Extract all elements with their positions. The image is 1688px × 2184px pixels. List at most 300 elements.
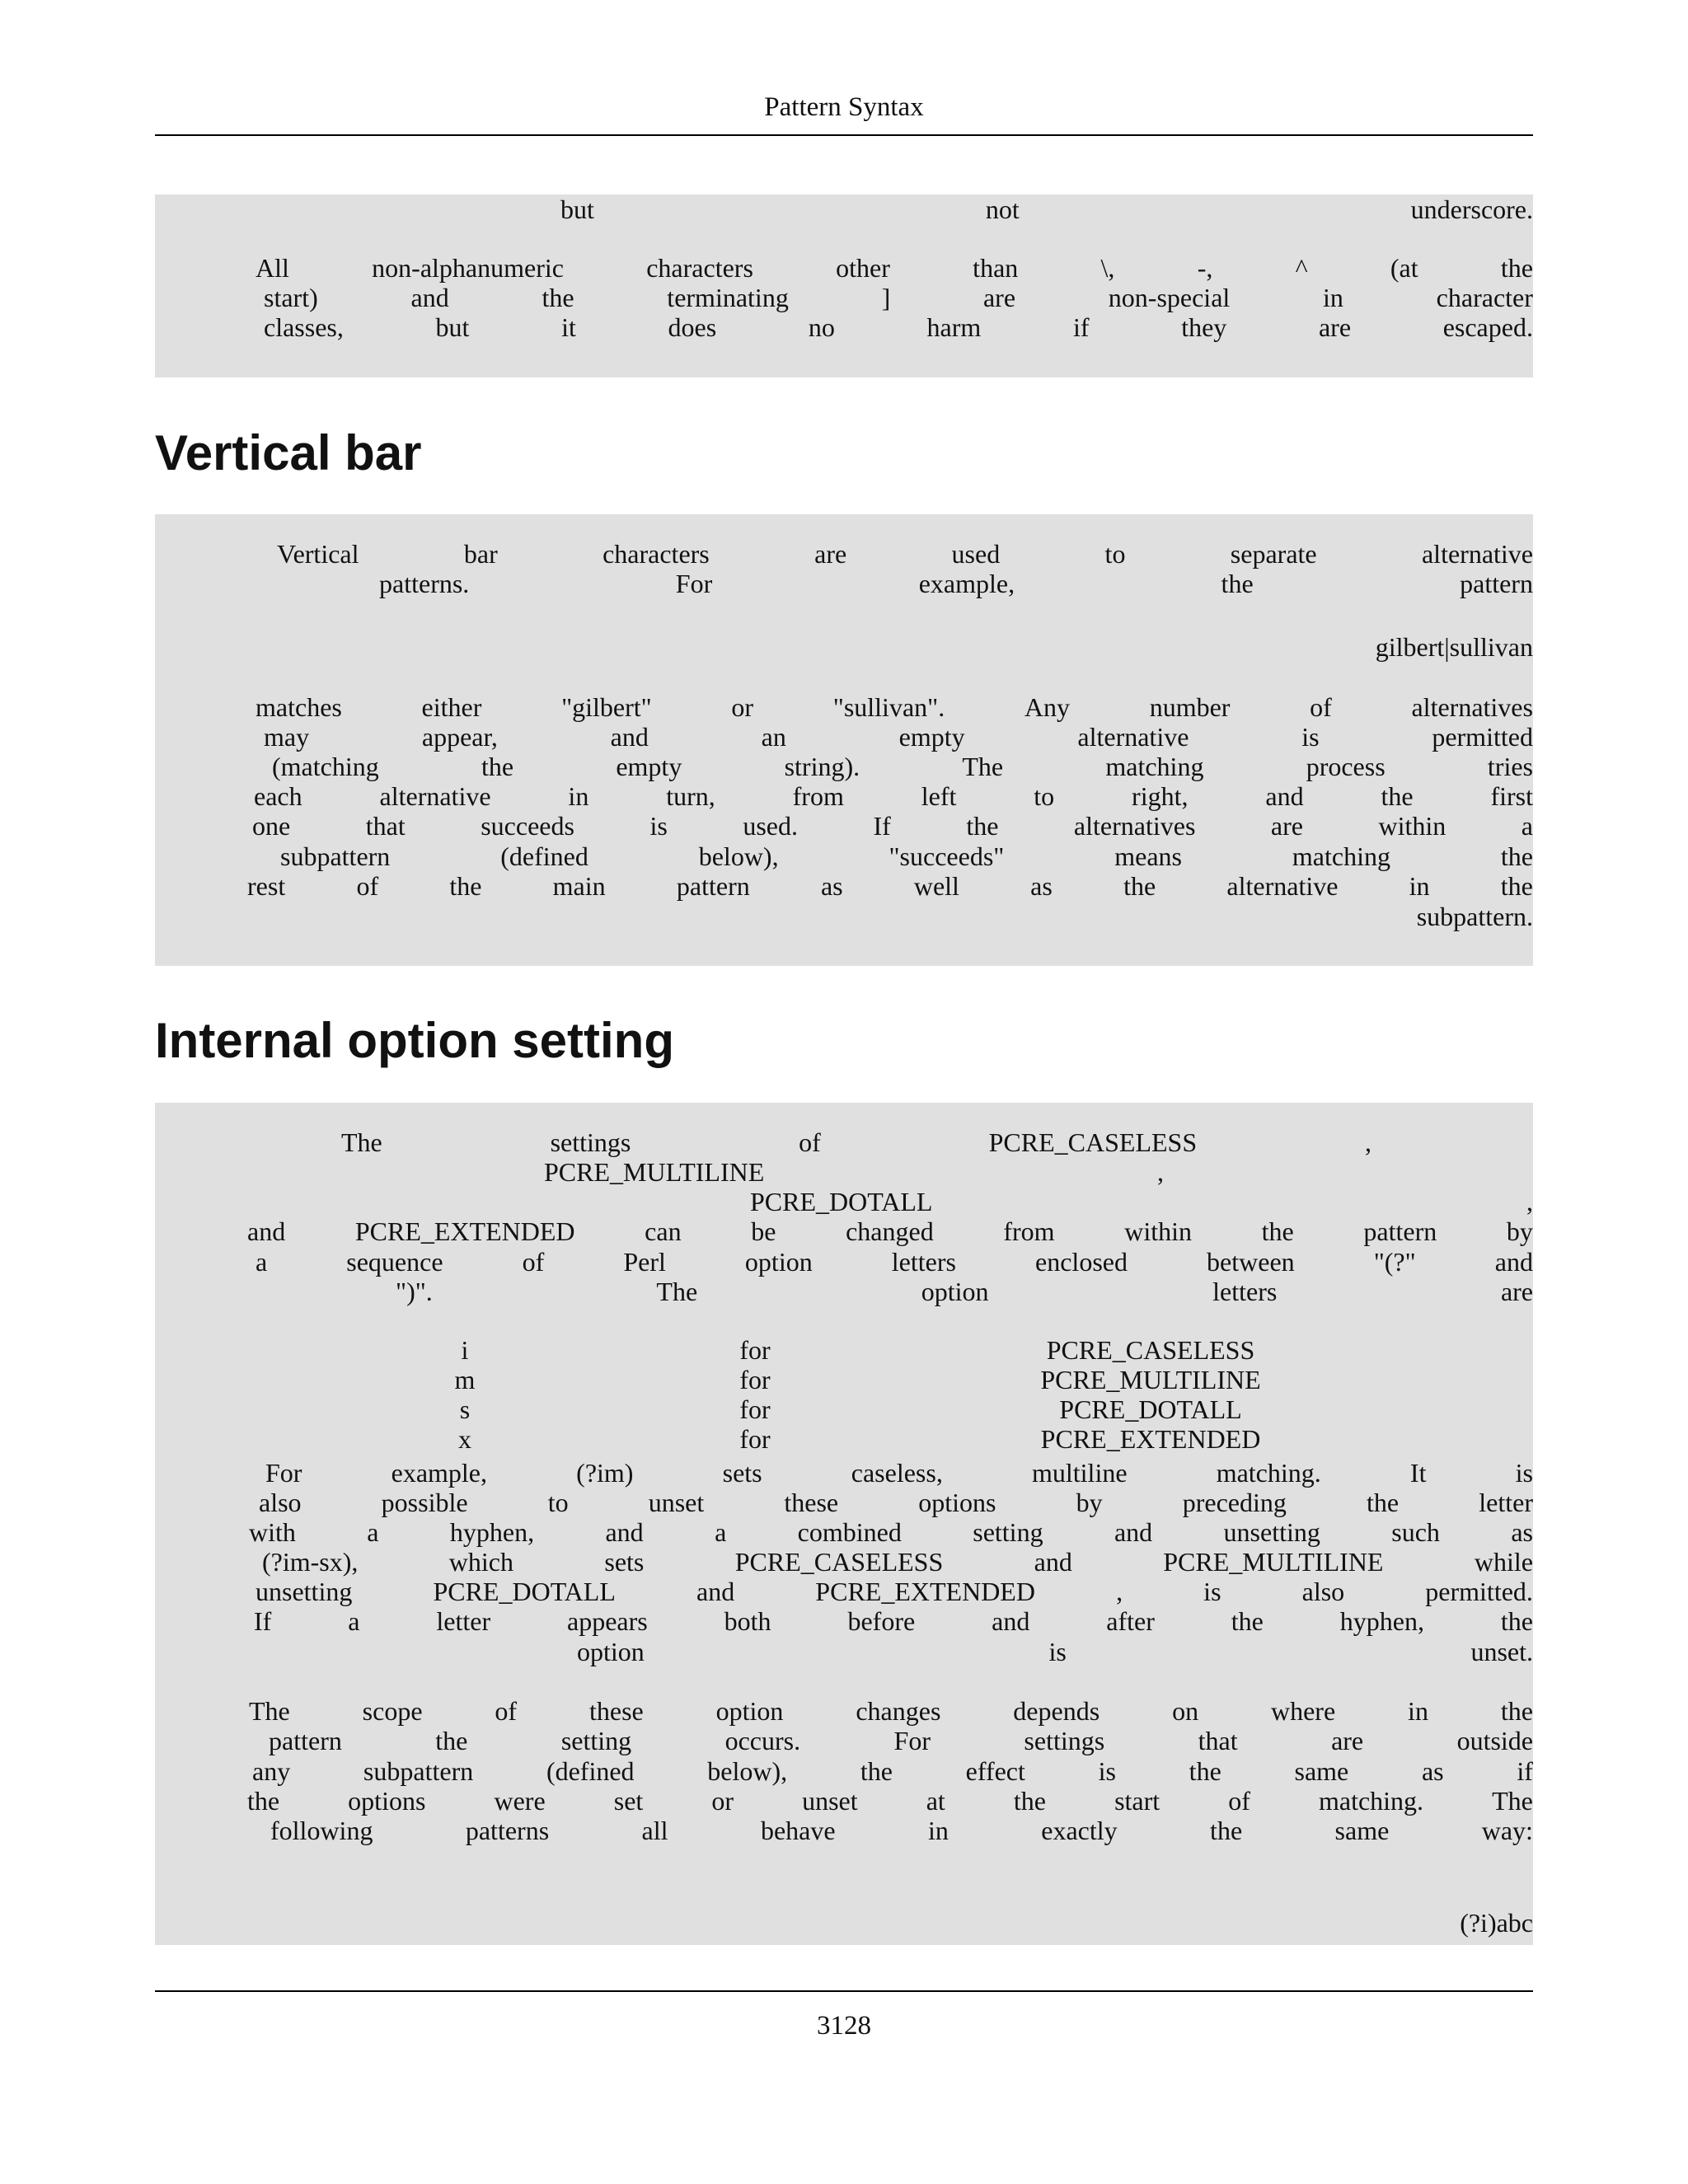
word: is [1048, 1637, 1067, 1666]
word: before [847, 1606, 916, 1636]
word: It [1409, 1458, 1427, 1488]
word: as [1030, 871, 1053, 901]
page-header: Pattern Syntax [764, 92, 924, 122]
word: turn, [666, 781, 715, 811]
text-box [155, 514, 1533, 966]
word: non-alphanumeric [372, 253, 564, 283]
word: matches [256, 692, 342, 722]
word: means [1114, 841, 1182, 871]
word: effect [965, 1756, 1025, 1786]
word: also [1301, 1577, 1345, 1606]
word: but [560, 194, 594, 224]
word: the [1261, 1216, 1294, 1246]
word: the [481, 752, 514, 781]
word: (?im-sx), [262, 1547, 359, 1577]
word: a [715, 1517, 727, 1547]
word: If [254, 1606, 272, 1636]
option-name: PCRE_MULTILINE [1040, 1365, 1261, 1394]
word: empty [616, 752, 682, 781]
word: pattern [269, 1726, 342, 1755]
word: letter [1479, 1488, 1533, 1517]
word: PCRE_MULTILINE [544, 1157, 765, 1187]
word: are [1318, 312, 1352, 342]
word: process [1306, 752, 1386, 781]
word: If [873, 811, 891, 841]
word: enclosed [1035, 1247, 1128, 1277]
text-line [379, 569, 1533, 599]
word: same [1334, 1816, 1390, 1845]
word: a [367, 1517, 379, 1547]
word: that [1198, 1726, 1238, 1755]
word: with [249, 1517, 296, 1547]
text-line [256, 1247, 1533, 1277]
text-line [750, 1187, 1533, 1217]
word: (defined [546, 1756, 635, 1786]
word: ")". [396, 1277, 433, 1306]
word: both [724, 1606, 771, 1636]
word: , [1116, 1577, 1123, 1606]
word: multiline [1031, 1458, 1128, 1488]
word: in [1323, 283, 1343, 312]
word: hyphen, [1339, 1606, 1424, 1636]
word: of [1228, 1786, 1250, 1816]
word: number [1149, 692, 1231, 722]
text-line [249, 1517, 1533, 1548]
word: can [645, 1216, 682, 1246]
word: they [1181, 312, 1227, 342]
word: pattern [1363, 1216, 1437, 1246]
word: "gilbert" [561, 692, 652, 722]
word: \, [1100, 253, 1115, 283]
word: patterns. [379, 569, 470, 598]
word: succeeds [481, 811, 574, 841]
word: the [1500, 871, 1533, 901]
word: below), [707, 1756, 788, 1786]
word: All [256, 253, 289, 283]
word: pattern [676, 871, 750, 901]
word: options [348, 1786, 426, 1816]
word: settings [550, 1127, 631, 1157]
word: is [1301, 722, 1320, 752]
word: harm [926, 312, 982, 342]
word: Perl [623, 1247, 666, 1277]
word: as [820, 871, 843, 901]
word: letter [436, 1606, 491, 1636]
word: the [1367, 1488, 1400, 1517]
word: patterns [465, 1816, 550, 1845]
word: the [1013, 1786, 1046, 1816]
word: are [1331, 1726, 1364, 1755]
text-line [247, 1216, 1533, 1247]
word: any [252, 1756, 291, 1786]
word: , [1157, 1157, 1164, 1187]
word: set [613, 1786, 644, 1816]
word: hyphen, [449, 1517, 535, 1547]
word: within [1124, 1216, 1192, 1246]
word: left [921, 781, 957, 811]
text-line [270, 1816, 1533, 1846]
word: permitted. [1425, 1577, 1533, 1606]
word: the [860, 1756, 893, 1786]
word: For [675, 569, 713, 598]
word: of [522, 1247, 545, 1277]
word: example, [918, 569, 1015, 598]
word: the [1500, 253, 1533, 283]
word: PCRE_MULTILINE [1163, 1547, 1384, 1577]
text-line [560, 194, 1533, 225]
word: empty [898, 722, 965, 752]
word: the [966, 811, 999, 841]
word: that [365, 811, 406, 841]
word: if [1517, 1756, 1533, 1786]
word: settings [1024, 1726, 1105, 1755]
word: underscore. [1410, 194, 1533, 224]
text-line [249, 1696, 1533, 1727]
option-for: for [739, 1424, 771, 1454]
word: on [1172, 1696, 1199, 1726]
word: PCRE_CASELESS [734, 1547, 944, 1577]
word: no [808, 312, 835, 342]
word: of [799, 1127, 821, 1157]
word: and [1114, 1517, 1153, 1547]
word: option [577, 1637, 645, 1666]
word: following [270, 1816, 373, 1845]
word: (at [1390, 253, 1418, 283]
word: a [348, 1606, 360, 1636]
word: (matching [272, 752, 379, 781]
word: For [893, 1726, 931, 1755]
word: at [926, 1786, 945, 1816]
word: while [1474, 1547, 1533, 1577]
word: the [1500, 841, 1533, 871]
text-line [277, 539, 1533, 569]
word: The [341, 1127, 382, 1157]
option-letter: m [454, 1365, 476, 1394]
text-line [256, 692, 1533, 723]
word: or [731, 692, 754, 722]
word: sets [604, 1547, 645, 1577]
word: The [962, 752, 1004, 781]
word: alternative [1077, 722, 1189, 752]
word: setting [560, 1726, 632, 1755]
word: if [1072, 312, 1090, 342]
word: PCRE_EXTENDED [815, 1577, 1035, 1606]
text-line [269, 1726, 1533, 1756]
text-line [262, 1547, 1533, 1577]
text-box [155, 194, 1533, 377]
word: bar [463, 539, 498, 569]
word: characters [603, 539, 710, 569]
word: as [1511, 1517, 1533, 1547]
word: to [547, 1488, 569, 1517]
option-name: PCRE_EXTENDED [1040, 1424, 1261, 1454]
word: used. [743, 811, 798, 841]
text-line [577, 1637, 1533, 1667]
code-example: (?i)abc [1460, 1908, 1533, 1938]
word: in [1408, 1696, 1428, 1726]
word: subpattern [280, 841, 391, 871]
word: separate [1230, 539, 1317, 569]
word: first [1490, 781, 1533, 811]
word: the [435, 1726, 468, 1755]
word: and [696, 1577, 735, 1606]
word: ] [881, 283, 891, 312]
option-letter: x [458, 1424, 471, 1454]
word: may [264, 722, 310, 752]
word: unsetting [1223, 1517, 1320, 1547]
text-line [254, 781, 1533, 812]
word: by [1506, 1216, 1533, 1246]
word: which [448, 1547, 513, 1577]
word: The [249, 1696, 290, 1726]
word: unset [802, 1786, 858, 1816]
word: and [610, 722, 649, 752]
word: be [751, 1216, 776, 1246]
word: terminating [667, 283, 789, 312]
word: but [435, 312, 470, 342]
text-line [264, 312, 1533, 343]
word: main [552, 871, 606, 901]
word: from [1003, 1216, 1055, 1246]
word: right, [1132, 781, 1189, 811]
word: letters [1212, 1277, 1278, 1306]
word: matching. [1216, 1458, 1321, 1488]
word: the [542, 283, 574, 312]
text-line [252, 1756, 1533, 1787]
word: ^ [1295, 253, 1308, 283]
word: in [1409, 871, 1430, 901]
word: the [1210, 1816, 1243, 1845]
word: outside [1456, 1726, 1533, 1755]
text-line [256, 253, 1533, 284]
word: rest [247, 871, 286, 901]
word: character [1436, 283, 1533, 312]
word: well [913, 871, 959, 901]
option-name: PCRE_CASELESS [1046, 1335, 1255, 1365]
word: appear, [421, 722, 498, 752]
word: matching. [1318, 1786, 1424, 1816]
word: it [561, 312, 576, 342]
word: The [656, 1277, 698, 1306]
word: where [1270, 1696, 1336, 1726]
word: same [1294, 1756, 1349, 1786]
word: are [1500, 1277, 1533, 1306]
word: preceding [1182, 1488, 1287, 1517]
word: and [992, 1606, 1030, 1636]
word: caseless, [851, 1458, 943, 1488]
text-line [396, 1277, 1533, 1307]
word: depends [1013, 1696, 1100, 1726]
word: than [973, 253, 1019, 283]
word: pattern [1460, 569, 1533, 598]
word: combined [797, 1517, 902, 1547]
word: and [1494, 1247, 1533, 1277]
footer-rule [155, 1990, 1533, 1992]
word: exactly [1041, 1816, 1118, 1845]
word: option [744, 1247, 813, 1277]
word: other [836, 253, 890, 283]
word: matching [1105, 752, 1204, 781]
word: Any [1024, 692, 1070, 722]
word: PCRE_CASELESS [988, 1127, 1198, 1157]
word: such [1391, 1517, 1440, 1547]
word: an [761, 722, 786, 752]
word: the [1189, 1756, 1221, 1786]
word: in [568, 781, 589, 811]
word: PCRE_DOTALL [433, 1577, 616, 1606]
word: occurs. [724, 1726, 801, 1755]
word: matching [1292, 841, 1390, 871]
word: alternative [379, 781, 491, 811]
word: also [259, 1488, 302, 1517]
word: of [1310, 692, 1332, 722]
word: are [814, 539, 847, 569]
word: sets [722, 1458, 762, 1488]
code-example: gilbert|sullivan [1375, 632, 1533, 662]
word: Vertical [277, 539, 359, 569]
option-name: PCRE_DOTALL [1059, 1394, 1242, 1424]
text-line [265, 1458, 1533, 1488]
word: "sullivan". [832, 692, 945, 722]
header-rule [155, 134, 1533, 136]
word: classes, [264, 312, 344, 342]
word: "(?" [1373, 1247, 1416, 1277]
word: does [668, 312, 717, 342]
word: PCRE_EXTENDED [354, 1216, 575, 1246]
word: a [256, 1247, 268, 1277]
word: all [641, 1816, 668, 1845]
word: is [1515, 1458, 1533, 1488]
word: not [985, 194, 1020, 224]
word: after [1106, 1606, 1155, 1636]
word: , [1526, 1187, 1533, 1216]
word: subpattern [363, 1756, 474, 1786]
word: by [1076, 1488, 1103, 1517]
word: and [605, 1517, 644, 1547]
word: non-special [1108, 283, 1231, 312]
word: and [1034, 1547, 1072, 1577]
word: (?im) [576, 1458, 634, 1488]
word: options [918, 1488, 996, 1517]
word: the [247, 1786, 280, 1816]
word: -, [1197, 253, 1213, 283]
word: in [927, 1816, 949, 1845]
word: For [265, 1458, 302, 1488]
word: from [792, 781, 844, 811]
option-letter: i [461, 1335, 469, 1365]
text-box [155, 1103, 1533, 1945]
word: "succeeds" [889, 841, 1005, 871]
word: between [1207, 1247, 1295, 1277]
word: these [784, 1488, 839, 1517]
text-line [264, 722, 1533, 752]
word: changed [846, 1216, 934, 1246]
word: sequence [346, 1247, 443, 1277]
word: to [1104, 539, 1126, 569]
option-letter: s [459, 1394, 471, 1424]
word: is [649, 811, 668, 841]
word: start) [264, 283, 318, 312]
word: The [1492, 1786, 1533, 1816]
word: the [1381, 781, 1414, 811]
word: these [588, 1696, 644, 1726]
word: behave [760, 1816, 836, 1845]
word: the [1231, 1606, 1264, 1636]
word: either [421, 692, 482, 722]
word: the [1123, 871, 1156, 901]
word: PCRE_DOTALL [750, 1187, 933, 1216]
word: possible [381, 1488, 468, 1517]
word: setting [973, 1517, 1043, 1547]
word: alternatives [1073, 811, 1196, 841]
text-line [256, 1577, 1533, 1607]
word: , [1364, 1127, 1372, 1157]
word: or [711, 1786, 734, 1816]
word: option [921, 1277, 989, 1306]
word: are [982, 283, 1016, 312]
text-line [254, 1606, 1533, 1637]
word: (defined [500, 841, 588, 871]
word: one [252, 811, 291, 841]
text-line [252, 811, 1533, 841]
word: and [410, 283, 449, 312]
word: is [1098, 1756, 1116, 1786]
word: scope [362, 1696, 423, 1726]
word: the [1500, 1606, 1533, 1636]
text-line [280, 841, 1533, 872]
section-heading-vertical-bar: Vertical bar [155, 425, 422, 480]
word: the [449, 871, 482, 901]
word: alternative [1226, 871, 1339, 901]
word: a [1521, 811, 1533, 841]
word: letters [891, 1247, 956, 1277]
word: of [495, 1696, 518, 1726]
text-line [247, 871, 1533, 902]
word: used [951, 539, 1001, 569]
word: characters [646, 253, 753, 283]
word: unsetting [256, 1577, 353, 1606]
word: tries [1487, 752, 1533, 781]
word: changes [856, 1696, 941, 1726]
word: and [1265, 781, 1304, 811]
word: were [494, 1786, 546, 1816]
page-number: 3128 [817, 2011, 871, 2041]
word: unset [648, 1488, 705, 1517]
word: is [1203, 1577, 1221, 1606]
option-for: for [739, 1394, 771, 1424]
word: example, [391, 1458, 487, 1488]
word: within [1378, 811, 1447, 841]
word: below), [698, 841, 779, 871]
text-line [272, 752, 1533, 782]
word: and [247, 1216, 286, 1246]
text-line [259, 1488, 1533, 1518]
word: to [1034, 781, 1055, 811]
option-for: for [739, 1365, 771, 1394]
word: start [1114, 1786, 1160, 1816]
word: unset. [1470, 1637, 1533, 1666]
word: are [1270, 811, 1303, 841]
option-for: for [739, 1335, 771, 1365]
word: each [254, 781, 302, 811]
word: escaped. [1442, 312, 1533, 342]
word: way: [1481, 1816, 1533, 1845]
word: alternatives [1411, 692, 1533, 722]
text-line [264, 283, 1533, 313]
word: the [1500, 1696, 1533, 1726]
section-heading-internal-option-setting: Internal option setting [155, 1013, 674, 1068]
word: string). [784, 752, 860, 781]
